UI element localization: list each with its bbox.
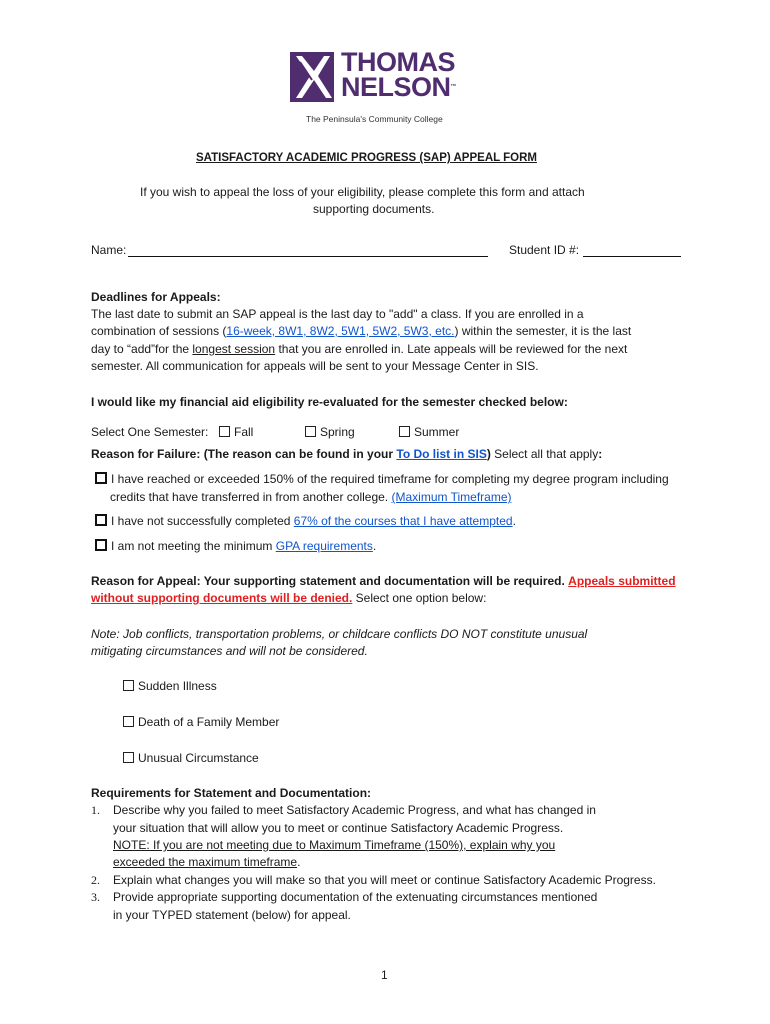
req-1-line-2: your situation that will allow you to meet or continue Satisfactory Academic Progress. (113, 821, 564, 835)
name-field[interactable] (128, 256, 488, 257)
appeal-option-unusual[interactable]: Unusual Circumstance (123, 750, 259, 767)
failure-option-1-cont: credits that have transferred in from another college. (Maximum Timeframe) (110, 490, 512, 504)
checkbox-spring[interactable] (305, 426, 316, 437)
appeal-option-sudden-illness[interactable]: Sudden Illness (123, 678, 217, 695)
req-3-line-2: in your TYPED statement (below) for appeal. (113, 908, 351, 922)
page-number: 1 (381, 968, 388, 982)
todo-list-link[interactable]: To Do list in SIS (396, 447, 487, 461)
deadlines-heading: Deadlines for Appeals: (91, 290, 221, 304)
req-1-line-3: NOTE: If you are not meeting due to Maximum Timeframe (150%), explain why you (113, 838, 556, 852)
req-1-number: 1. (91, 803, 100, 817)
semester-label: Select One Semester: (91, 425, 209, 439)
sessions-link[interactable]: 16-week, 8W1, 8W2, 5W1, 5W2, 5W3, etc. (226, 324, 455, 338)
completion-rate-link[interactable]: 67% of the courses that I have attempted (293, 514, 513, 528)
deadlines-line-4: semester. All communication for appeals will be sent to your Message Center in SIS. (91, 359, 539, 373)
appeal-heading-cont: without supporting documents will be denied. Select one option below: (91, 591, 487, 605)
student-id-label: Student ID #: (509, 243, 580, 257)
checkbox-sudden-illness[interactable] (123, 680, 134, 691)
req-2-line-1: Explain what changes you will make so that you will meet or continue Satisfactory Academic Progress. (113, 873, 656, 887)
logo-tagline: The Peninsula's Community College (306, 114, 443, 124)
logo-wordmark (341, 47, 457, 102)
form-title: SATISFACTORY ACADEMIC PROGRESS (SAP) APPEAL FORM (196, 152, 537, 164)
appeal-heading: Reason for Appeal: Your supporting statement and documentation will be required. Appeals submitted (91, 574, 676, 588)
req-3-number: 3. (91, 890, 100, 904)
req-3-line-1: Provide appropriate supporting documentation of the extenuating circumstances mentioned (113, 890, 598, 904)
gpa-requirements-link[interactable]: GPA requirements (275, 539, 373, 553)
name-label: Name: (91, 243, 127, 257)
checkbox-death[interactable] (123, 716, 134, 727)
checkbox-gpa[interactable] (95, 539, 107, 551)
reevaluate-heading: I would like my financial aid eligibility re-evaluated for the semester checked below: (91, 395, 568, 409)
semester-option-spring[interactable]: Spring (305, 424, 355, 441)
intro-line-1: If you wish to appeal the loss of your eligibility, please complete this form and attach (140, 185, 585, 199)
student-id-field[interactable] (583, 256, 681, 257)
thomas-nelson-logo (290, 47, 490, 127)
failure-option-3[interactable]: I am not meeting the minimum GPA requirements. (95, 538, 376, 555)
req-1-line-1: Describe why you failed to meet Satisfactory Academic Progress, and what has changed in (113, 803, 596, 817)
appeal-option-death[interactable]: Death of a Family Member (123, 714, 279, 731)
failure-option-2[interactable]: I have not successfully completed 67% of the courses that I have attempted. (95, 513, 516, 530)
checkbox-summer[interactable] (399, 426, 410, 437)
req-2-number: 2. (91, 873, 100, 887)
intro-line-2: supporting documents. (313, 202, 435, 216)
checkbox-completion-rate[interactable] (95, 514, 107, 526)
checkbox-unusual[interactable] (123, 752, 134, 763)
req-1-line-4: exceeded the maximum timeframe. (113, 855, 301, 869)
deadlines-line-1: The last date to submit an SAP appeal is the last day to "add" a class. If you are enrolled in a (91, 307, 584, 321)
semester-option-summer[interactable]: Summer (399, 424, 459, 441)
note-line-1: Note: Job conflicts, transportation problems, or childcare conflicts DO NOT constitute unusual (91, 627, 588, 641)
trademark: ™ (450, 84, 457, 90)
logo-line-2: NELSON™ (341, 72, 457, 102)
checkbox-fall[interactable] (219, 426, 230, 437)
deadlines-line-3: day to “add”for the longest session that you are enrolled in. Late appeals will be reviewed for the next (91, 342, 628, 356)
requirements-heading: Requirements for Statement and Documentation: (91, 786, 372, 800)
max-timeframe-link[interactable]: (Maximum Timeframe) (391, 490, 512, 504)
failure-heading: Reason for Failure: (The reason can be found in your To Do list in SIS) Select all that apply: (91, 447, 603, 461)
deadlines-line-2: combination of sessions (16-week, 8W1, 8W2, 5W1, 5W2, 5W3, etc.) within the semester, it is the last (91, 324, 632, 338)
failure-option-1[interactable]: I have reached or exceeded 150% of the required timeframe for completing my degree program including (95, 471, 669, 488)
checkbox-max-timeframe[interactable] (95, 472, 107, 484)
logo-mark-icon (290, 52, 334, 102)
semester-option-fall[interactable]: Fall (219, 424, 253, 441)
note-line-2: mitigating circumstances and will not be considered. (91, 644, 368, 658)
logo-line-1: THOMAS (341, 47, 455, 77)
